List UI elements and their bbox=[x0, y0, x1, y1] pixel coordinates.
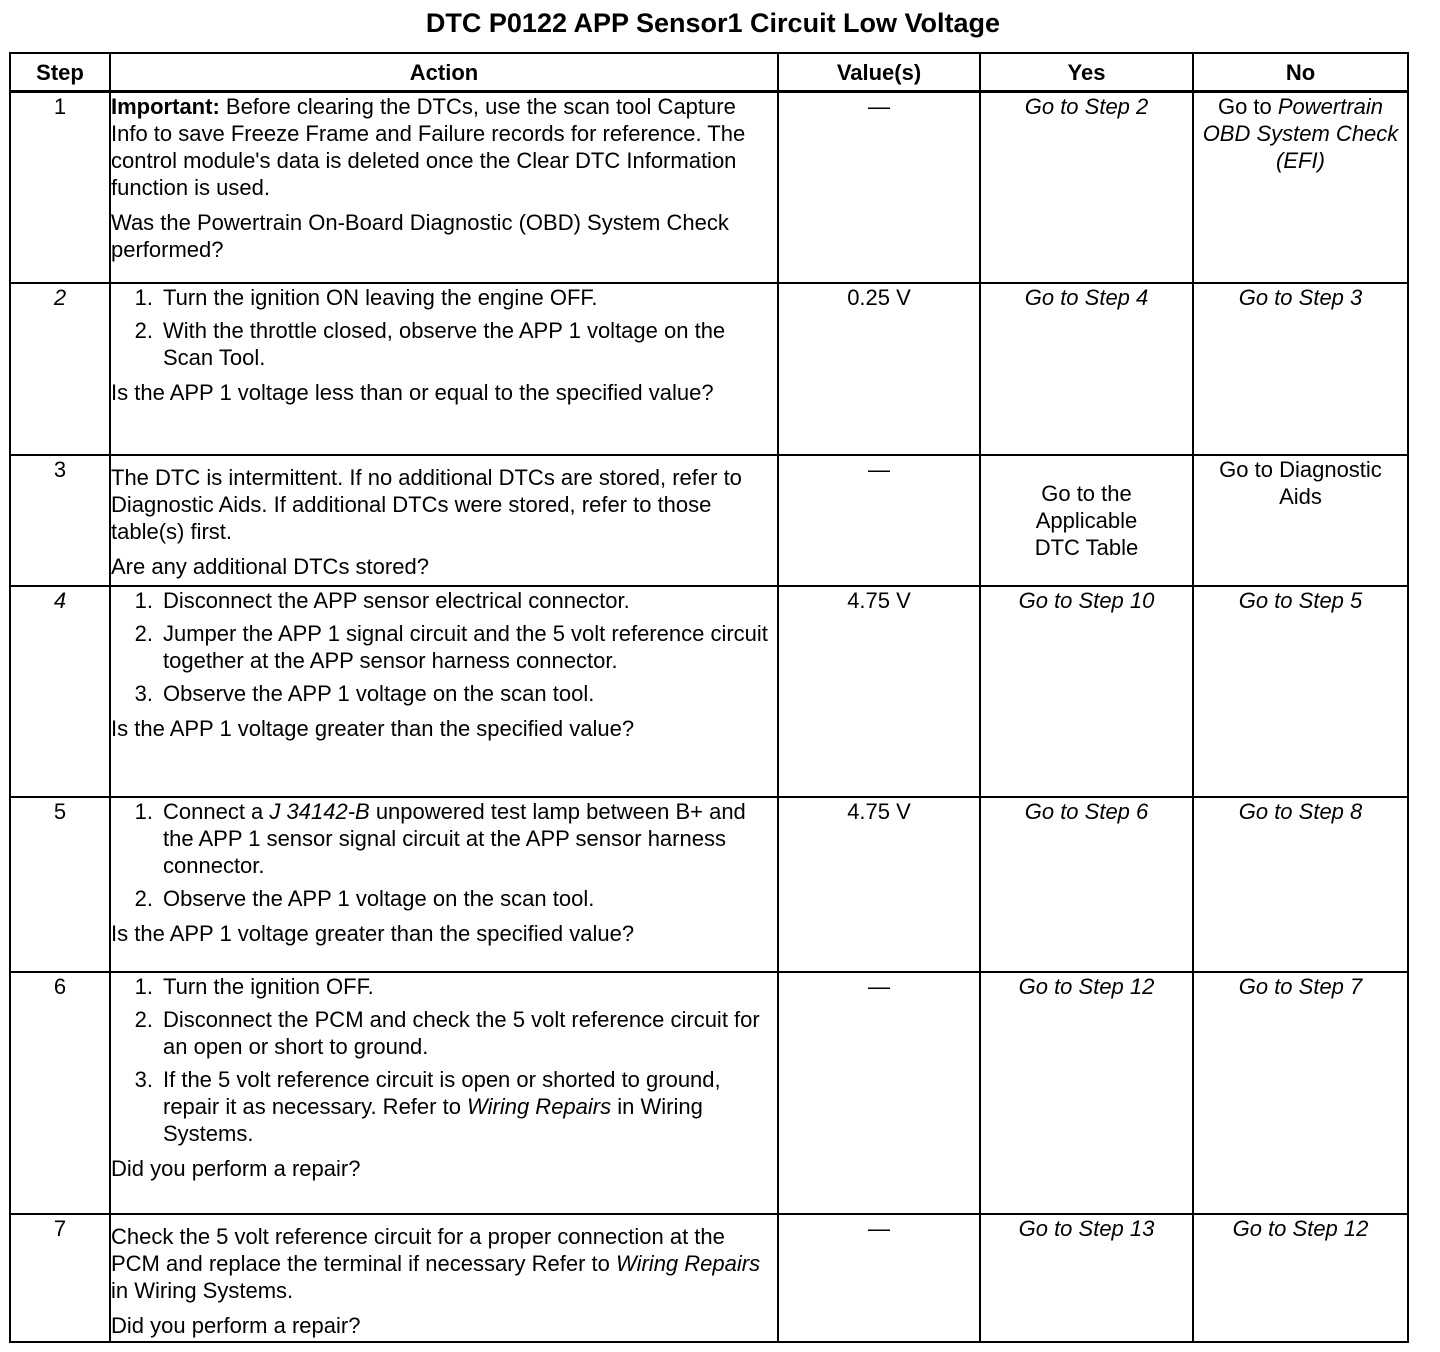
no-cell: Go to Diagnostic Aids bbox=[1193, 455, 1408, 586]
important-note bbox=[111, 93, 777, 201]
item-number: 1. bbox=[134, 973, 153, 999]
step-number: 4 bbox=[10, 586, 110, 797]
action-question: Is the APP 1 voltage greater than the specified value? bbox=[111, 715, 635, 741]
item-text-part: Connect a bbox=[163, 798, 270, 824]
value-cell: 4.75 V bbox=[778, 797, 980, 972]
table-row bbox=[10, 586, 1408, 797]
value-cell: 0.25 V bbox=[778, 283, 980, 455]
item-text: Disconnect the APP sensor electrical connector. bbox=[163, 587, 630, 613]
action-question: Was the Powertrain On-Board Diagnostic (OBD) System Check performed? bbox=[111, 210, 729, 262]
action-text: The DTC is intermittent. If no additional DTCs are stored, refer to Diagnostic Aids. If additional DTCs were stored, refer to those table(s) first. bbox=[111, 464, 742, 544]
yes-cell: Go to Step 13 bbox=[980, 1214, 1193, 1342]
no-cell: Go to Step 8 bbox=[1193, 797, 1408, 972]
action-text-part: Check the 5 volt reference circuit for a proper connection at the PCM and replace the terminal if necessary Refer to bbox=[111, 1223, 725, 1276]
action-text-part: in Wiring Systems. bbox=[111, 1277, 294, 1303]
item-text-part: If the 5 volt reference circuit is open or shorted to ground, repair it as necessary. Refer to bbox=[163, 1066, 721, 1119]
item-text: Disconnect the PCM and check the 5 volt reference circuit for an open or short to ground. bbox=[163, 1006, 760, 1059]
yes-cell: Go to Step 6 bbox=[980, 797, 1193, 972]
no-cell: Go to Step 7 bbox=[1193, 972, 1408, 1214]
table-row bbox=[10, 92, 1408, 283]
action-cell bbox=[110, 586, 778, 797]
action-cell bbox=[110, 92, 778, 283]
action-text bbox=[111, 1223, 777, 1304]
table-row bbox=[10, 972, 1408, 1214]
header-yes: Yes bbox=[980, 53, 1193, 92]
item-text-part: unpowered test lamp between B+ and the APP 1 sensor signal circuit at the APP sensor harness connector. bbox=[163, 798, 746, 878]
action-item bbox=[111, 680, 777, 707]
doc-reference: Wiring Repairs bbox=[467, 1093, 612, 1119]
item-text: Observe the APP 1 voltage on the scan tool. bbox=[163, 885, 595, 911]
item-text: Observe the APP 1 voltage on the scan tool. bbox=[163, 680, 595, 706]
step-number: 3 bbox=[10, 455, 110, 586]
action-question: Is the APP 1 voltage less than or equal to the specified value? bbox=[111, 379, 714, 405]
header-no: No bbox=[1193, 53, 1408, 92]
page-title: DTC P0122 APP Sensor1 Circuit Low Voltage bbox=[425, 8, 1001, 38]
action-cell bbox=[110, 283, 778, 455]
step-number: 7 bbox=[10, 1214, 110, 1342]
item-text: Turn the ignition OFF. bbox=[163, 973, 374, 999]
table-row bbox=[10, 797, 1408, 972]
no-prefix: Go to bbox=[1217, 94, 1278, 119]
item-number: 3. bbox=[134, 1066, 153, 1092]
action-item bbox=[111, 587, 777, 614]
step-number: 2 bbox=[10, 283, 110, 455]
yes-cell: Go to Step 12 bbox=[980, 972, 1193, 1214]
doc-reference: Wiring Repairs bbox=[616, 1250, 761, 1276]
yes-cell: Go to Step 2 bbox=[980, 92, 1193, 283]
item-number: 1. bbox=[134, 284, 153, 310]
step-number: 1 bbox=[10, 92, 110, 283]
header-step: Step bbox=[10, 53, 110, 92]
action-item bbox=[111, 885, 777, 912]
action-item bbox=[111, 317, 777, 371]
header-value: Value(s) bbox=[778, 53, 980, 92]
tool-reference: J 34142-B bbox=[269, 798, 370, 824]
no-reference: Powertrain OBD System Check (EFI) bbox=[1202, 94, 1399, 173]
item-text bbox=[163, 798, 777, 879]
item-number: 2. bbox=[134, 620, 153, 646]
item-text-part: in Wiring Systems. bbox=[163, 1093, 703, 1146]
item-text bbox=[163, 1066, 777, 1147]
item-number: 1. bbox=[134, 587, 153, 613]
value-cell: 4.75 V bbox=[778, 586, 980, 797]
item-number: 2. bbox=[134, 1006, 153, 1032]
action-question: Did you perform a repair? bbox=[111, 1312, 361, 1338]
item-number: 1. bbox=[134, 798, 153, 824]
table-row bbox=[10, 1214, 1408, 1342]
action-cell bbox=[110, 797, 778, 972]
action-item bbox=[111, 284, 777, 311]
no-cell: Go to Step 12 bbox=[1193, 1214, 1408, 1342]
action-cell bbox=[110, 972, 778, 1214]
value-cell: — bbox=[778, 92, 980, 283]
action-cell bbox=[110, 1214, 778, 1342]
step-number: 6 bbox=[10, 972, 110, 1214]
yes-cell: Go to Step 10 bbox=[980, 586, 1193, 797]
no-cell: Go to Step 5 bbox=[1193, 586, 1408, 797]
value-cell: — bbox=[778, 1214, 980, 1342]
table-row bbox=[10, 283, 1408, 455]
item-text: Turn the ignition ON leaving the engine OFF. bbox=[163, 284, 598, 310]
header-action: Action bbox=[110, 53, 778, 92]
important-label: Important: bbox=[111, 94, 220, 119]
value-cell: — bbox=[778, 972, 980, 1214]
no-cell: Go to Step 3 bbox=[1193, 283, 1408, 455]
action-question: Are any additional DTCs stored? bbox=[111, 553, 429, 579]
yes-cell: Go to Step 4 bbox=[980, 283, 1193, 455]
diagnostic-table bbox=[9, 52, 1409, 1343]
action-item bbox=[111, 1006, 777, 1060]
item-number: 2. bbox=[134, 317, 153, 343]
action-cell bbox=[110, 455, 778, 586]
item-number: 2. bbox=[134, 885, 153, 911]
action-item bbox=[111, 973, 777, 1000]
value-cell: — bbox=[778, 455, 980, 586]
action-question: Did you perform a repair? bbox=[111, 1155, 361, 1181]
action-item bbox=[111, 798, 777, 879]
table-header-row bbox=[10, 53, 1408, 92]
step-number: 5 bbox=[10, 797, 110, 972]
action-item bbox=[111, 620, 777, 674]
table-row bbox=[10, 455, 1408, 586]
item-text: Jumper the APP 1 signal circuit and the 5 volt reference circuit together at the APP sensor harness connector. bbox=[163, 620, 768, 673]
item-number: 3. bbox=[134, 680, 153, 706]
action-question: Is the APP 1 voltage greater than the specified value? bbox=[111, 920, 635, 946]
yes-cell: Go to the Applicable DTC Table bbox=[980, 455, 1193, 586]
no-cell bbox=[1193, 92, 1408, 283]
item-text: With the throttle closed, observe the APP 1 voltage on the Scan Tool. bbox=[163, 317, 726, 370]
important-text: Before clearing the DTCs, use the scan tool Capture Info to save Freeze Frame and Failure records for reference. The control module's data is deleted once the Clear DTC Information function is used. bbox=[111, 94, 746, 200]
action-item bbox=[111, 1066, 777, 1147]
